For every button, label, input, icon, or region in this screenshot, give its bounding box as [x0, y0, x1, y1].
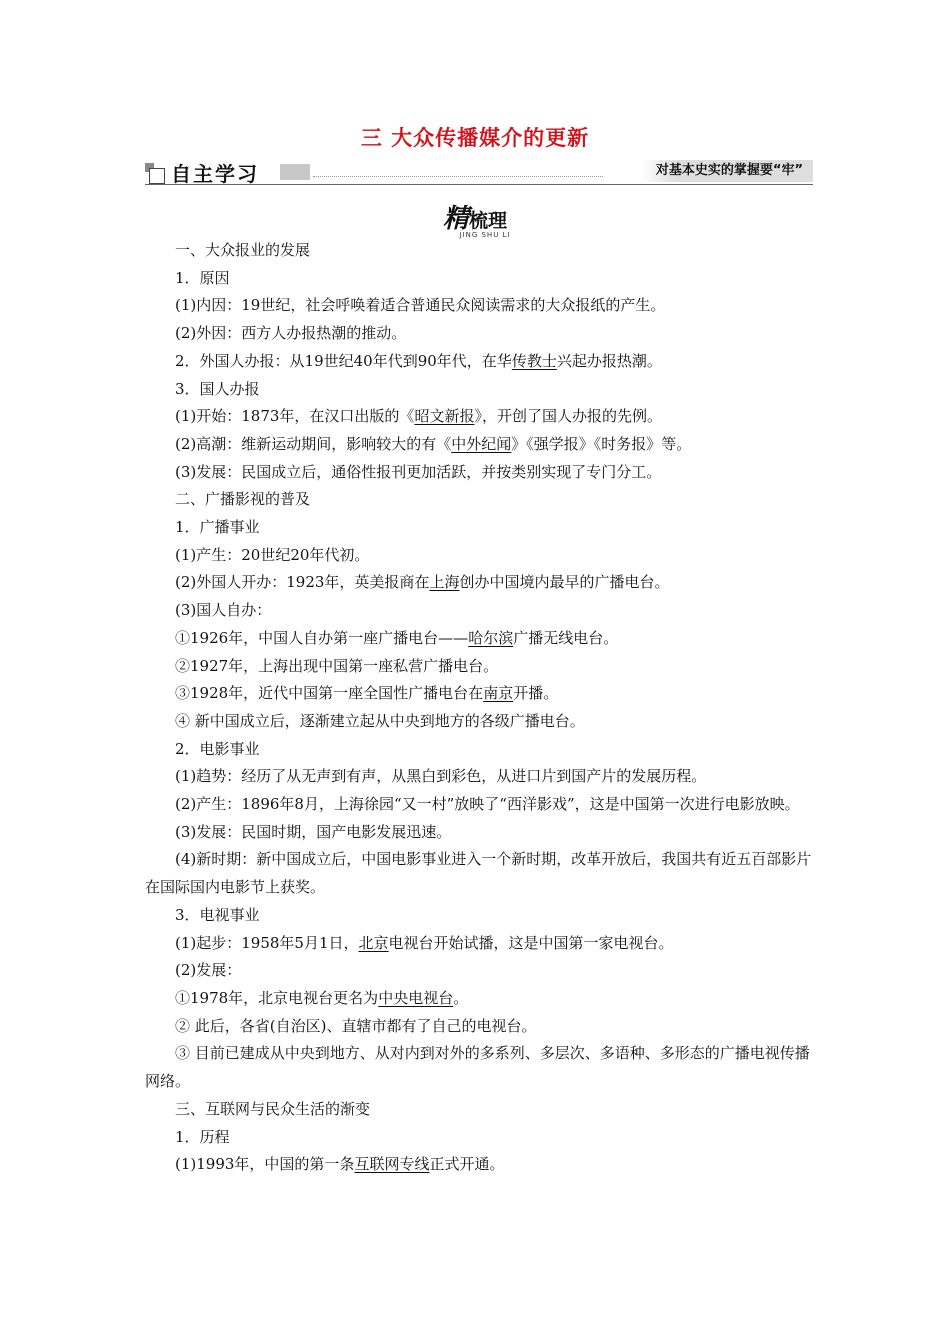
text-line: (4)新时期：新中国成立后，中国电影事业进入一个新时期，改革开放后，我国共有近五百部影片在国际国内电影节上获奖。	[145, 850, 812, 897]
line-text-after: 广播无线电台。	[513, 628, 619, 647]
dotted-divider	[313, 176, 603, 177]
text-line: (3)国人自办：	[175, 601, 272, 620]
text-line: 1．原因	[175, 268, 230, 287]
line-text-after: 正式开通。	[429, 1155, 505, 1174]
decorative-bar	[280, 164, 310, 180]
text-line	[145, 569, 813, 597]
text-line: ② 此后，各省(自治区)、直辖市都有了自己的电视台。	[175, 1016, 537, 1035]
text-line: 3．国人办报	[175, 379, 260, 398]
text-line	[145, 431, 813, 459]
line-text-before: (1)开始：1873年，在汉口出版的《	[175, 407, 415, 426]
logo-pinyin: JING SHU LI	[459, 231, 511, 239]
line-text-before: (1)起步：1958年5月1日，	[175, 933, 359, 952]
document-body	[145, 237, 813, 1179]
line-text-after: 。	[453, 988, 469, 1007]
logo-rest: 梳理	[469, 210, 508, 232]
underlined-keyword: 互联网专线	[354, 1155, 430, 1174]
underlined-keyword: 上海	[429, 573, 460, 592]
text-line	[145, 625, 813, 653]
section-label: 自主学习	[171, 162, 259, 186]
text-line	[145, 1151, 813, 1179]
underlined-keyword: 北京	[358, 933, 389, 952]
underlined-keyword: 中外纪闻	[451, 434, 512, 453]
text-line: 1．广播事业	[175, 518, 260, 537]
jing-shu-li-logo	[0, 198, 950, 239]
line-text-before: 2．外国人办报：从19世纪40年代到90年代，在华	[175, 351, 512, 370]
text-line: 1．历程	[175, 1127, 230, 1146]
line-text-after: 电视台开始试播，这是中国第一家电视台。	[388, 933, 674, 952]
text-line: (1)产生：20世纪20年代初。	[175, 545, 370, 564]
line-text-after: 开播。	[513, 684, 559, 703]
text-line: (1)趋势：经历了从无声到有声，从黑白到彩色，从进口片到国产片的发展历程。	[175, 767, 707, 786]
section-subtitle: 对基本史实的掌握要“牢”	[642, 160, 813, 182]
line-text-after: 创办中国境内最早的广播电台。	[459, 573, 670, 592]
line-text-before: (2)外国人开办：1923年，英美报商在	[175, 573, 430, 592]
text-line	[145, 930, 813, 958]
text-line	[145, 348, 813, 376]
text-line: (3)发展：民国成立后，通俗性报刊更加活跃，并按类别实现了专门分工。	[175, 462, 662, 481]
underlined-keyword: 中央电视台	[378, 988, 454, 1007]
text-line: 二、广播影视的普及	[175, 490, 311, 509]
text-line	[145, 985, 813, 1013]
banner-underline	[145, 184, 813, 185]
section-banner	[145, 158, 813, 186]
text-line: (2)外因：西方人办报热潮的推动。	[175, 324, 407, 343]
line-text-after: 》，开创了国人办报的先例。	[474, 407, 662, 426]
line-text-before: ①1978年，北京电视台更名为	[175, 988, 379, 1007]
page-title: 三 大众传播媒介的更新	[360, 126, 590, 150]
text-line: (3)发展：民国时期，国产电影发展迅速。	[175, 822, 452, 841]
text-line: 三、互联网与民众生活的渐变	[175, 1099, 371, 1118]
text-line	[145, 403, 813, 431]
text-line: 2．电影事业	[175, 739, 260, 758]
text-line: (2)产生：1896年8月，上海徐园“又一村”放映了“西洋影戏”，这是中国第一次进行电影放映。	[175, 795, 800, 814]
underlined-keyword: 传教士	[511, 351, 557, 370]
logo-jing: 精	[442, 204, 469, 234]
underlined-keyword: 昭文新报	[414, 407, 475, 426]
text-line: (2)发展：	[175, 961, 242, 980]
square-outline-icon	[149, 168, 165, 184]
text-line	[145, 680, 813, 708]
line-text-after: 兴起办报热潮。	[556, 351, 662, 370]
text-line: ②1927年，上海出现中国第一座私营广播电台。	[175, 656, 499, 675]
text-line: 一、大众报业的发展	[175, 241, 311, 259]
text-line: ③ 目前已建成从中央到地方、从对内到对外的多系列、多层次、多语种、多形态的广播电视传播网络。	[145, 1044, 810, 1091]
line-text-before: ③1928年，近代中国第一座全国性广播电台在	[175, 684, 484, 703]
text-line: ④ 新中国成立后，逐渐建立起从中央到地方的各级广播电台。	[175, 711, 585, 730]
line-text-after: 》《强学报》《时务报》等。	[511, 434, 692, 453]
line-text-before: ①1926年，中国人自办第一座广播电台——	[175, 628, 469, 647]
text-line: (1)内因：19世纪，社会呼唤着适合普通民众阅读需求的大众报纸的产生。	[175, 296, 666, 315]
line-text-before: (1)1993年，中国的第一条	[175, 1155, 355, 1174]
underlined-keyword: 哈尔滨	[468, 628, 514, 647]
text-line: 3．电视事业	[175, 905, 260, 924]
underlined-keyword: 南京	[483, 684, 514, 703]
line-text-before: (2)高潮：维新运动期间，影响较大的有《	[175, 434, 452, 453]
